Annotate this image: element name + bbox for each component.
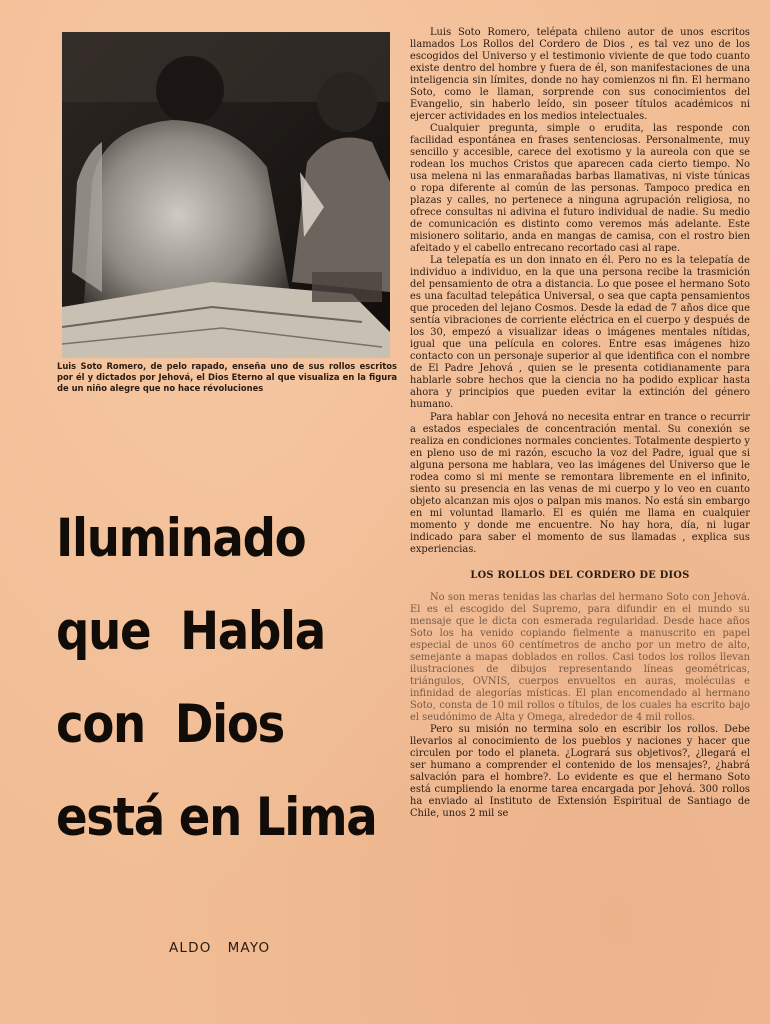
photo-caption: Luis Soto Romero, de pelo rapado, enseña uno de sus rollos escritos por él y dictados por Jehová, el Dios Eterno al que visualiza en la figura de un niño alegre que no hace révoluciones	[57, 361, 397, 393]
article-paragraph-6: Pero su misión no termina solo en escribir los rollos. Debe llevarlos al conocimiento de los pueblos y naciones y hacer que circulen por todo el planeta. ¿Logrará sus objetivos?, ¿llegará el ser humano a comprender el contenido de los mensajes?, ¿habrá salvación para el hombre?. Lo evidente es que el hermano Soto está cumpliendo la enorme tarea encargada por Jehová. 300 rollos ha enviado al Instituto de Extensión Espiritual de Santiago de Chile, unos 2 mil se	[410, 723, 750, 819]
headline-line-4: está en Lima	[56, 787, 377, 848]
headline	[56, 492, 377, 864]
article-photo	[62, 32, 390, 358]
headline-line-2: que Habla	[56, 601, 325, 662]
article-paragraph-3: La telepatía es un don innato en él. Pero no es la telepatía de individuo a individuo, en la que una persona recibe la trasmición del pensamiento de otra a distancia. Lo que posee el hermano Soto es una facultad telepática Universal, o sea que capta pensamientos que proceden del lejano Cosmos. Desde la edad de 7 años dice que sentía vibraciones de corriente eléctrica en el cuerpo y después de los 30, empezó a visualizar ideas o imágenes mentales nítidas, igual que una película en colores. Entre esas imágenes hizo contacto con un personaje superior al que identifica con el nombre de El Padre Jehová , quien se le presenta cotidianamente para hablarle sobre hechos que la ciencia no ha podido explicar hasta ahora y principios que pueden evitar la extinción del género humano.	[410, 255, 750, 411]
byline-last-name: MAYO	[227, 940, 271, 956]
byline	[169, 940, 270, 956]
byline-first-name: ALDO	[169, 940, 212, 956]
headline-line-3: con Dios	[56, 694, 285, 755]
article-paragraph-5: No son meras tenidas las charlas del hermano Soto con Jehová. El es el escogido del Supremo, para difundir en el mundo su mensaje que le dicta con esmerada regularidad. Desde hace años Soto los ha venido copiando fielmente a manuscrito en papel especial de unos 60 centímetros de ancho por un metro de alto, semejante a mapas doblados en rollos. Casi todos los rollos llevan ilustraciones de dibujos representando líneas geométricas, triángulos, OVNIS, cuerpos envueltos en auras, moléculas e infinidad de alegorías místicas. El plan encomendado al hermano Soto, consta de 10 mil rollos o títulos, de los cuales ha escrito bajo el seudónimo de Alta y Omega, alrededor de 4 mil rollos.	[410, 591, 750, 723]
article-paragraph-1: Luis Soto Romero, telépata chileno autor de unos escritos llamados Los Rollos del Cordero de Dios , es tal vez uno de los escogidos del Universo y el testimonio viviente de que todo cuanto existe dentro del hombre y fuera de él, son manifestaciones de una inteligencia sin límites, donde no hay comienzos ni fin. El hermano Soto, como le llaman, sorprende con sus conocimientos del Evangelio, sin haberlo leído, sin poseer títulos académicos ni ejercer actividades en los medios intelectuales.	[410, 27, 750, 123]
article-subheading: LOS ROLLOS DEL CORDERO DE DIOS	[470, 569, 690, 581]
article-paragraph-4: Para hablar con Jehová no necesita entrar en trance o recurrir a estados especiales de concentración mental. Su conexión se realiza en condiciones normales concientes. Totalmente despierto y en pleno uso de mi razón, escucho la voz del Padre, igual que si alguna persona me hablara, veo las imágenes del Universo que le rodea como si mi mente se remontara libremente en el infinito, siento su presencia en las venas de mi cuerpo y lo veo en cuanto objeto alcanzan mis ojos o palpan mis manos. No está sin embargo en mi voluntad llamarlo. El es quién me llama en cualquier momento y donde me encuentre. No hay hora, día, ni lugar indicado para saber el momento de sus llamadas , explica sus experiencias.	[410, 411, 750, 555]
headline-line-1: Iluminado	[56, 508, 306, 569]
photo-bald-man-with-scroll	[62, 32, 390, 358]
article-column	[410, 27, 750, 820]
article-paragraph-2: Cualquier pregunta, simple o erudita, las responde con facilidad espontánea en frases sentenciosas. Personalmente, muy sencillo y accesible, carece del exotismo y la aureola con que se rodean los muchos Cristos que aparecen cada cierto tiempo. No usa melena ni las enmarañadas barbas llamativas, ni viste túnicas o ropa diferente al común de las personas. Tampoco predica en plazas y calles, no pertenece a ninguna agrupación religiosa, no ofrece consultas ni adivina el futuro individual de nadie. Su medio de comunicación es distinto como veremos más adelante. Este misionero solitario, anda en mangas de camisa, con el rostro bien afeitado y el cabello entrecano recortado casi al rape.	[410, 123, 750, 255]
